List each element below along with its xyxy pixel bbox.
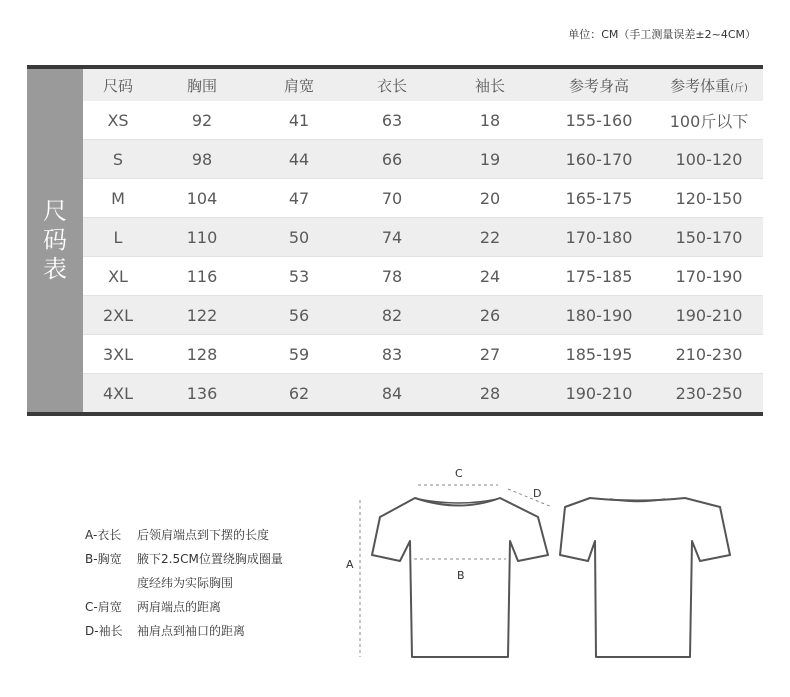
legend-desc: 两肩端点的距离 [137,599,222,614]
table-row [83,140,763,179]
legend-desc: 袖肩点到袖口的距离 [137,623,246,638]
cell-chest: 116 [186,266,218,286]
cell-size: M [111,188,125,208]
table-row [83,374,763,412]
cell-size: L [113,227,123,247]
header-size: 尺码 [102,76,133,95]
header-sleeve: 袖长 [474,76,505,95]
cell-weight: 150-170 [675,227,743,247]
legend-item [85,522,283,546]
size-table-side-label [27,69,83,412]
table-row [83,257,763,296]
cell-size: XS [107,110,129,130]
cell-shoulder: 62 [288,383,310,403]
cell-height: 185-195 [565,344,633,364]
size-table [27,65,763,416]
legend-key: D-袖长 [85,623,123,638]
legend-desc: 腋下2.5CM位置绕胸成圈量 [137,551,283,566]
measurement-legend [85,522,283,642]
cell-weight: 190-210 [675,305,743,325]
back-tshirt-icon [560,498,730,657]
cell-shoulder: 50 [288,227,310,247]
cell-length: 70 [381,188,403,208]
legend-key: B-胸宽 [85,551,122,566]
table-row [83,179,763,218]
label-a: A [346,558,354,571]
cell-length: 74 [381,227,403,247]
cell-chest: 98 [191,149,213,169]
label-c: C [455,467,463,480]
legend-desc: 度经纬为实际胸围 [137,575,234,590]
cell-height: 155-160 [565,110,633,130]
legend-item [85,546,283,570]
legend-item [85,618,283,642]
legend-item [85,594,283,618]
header-weight-unit: (斤) [730,82,748,94]
table-row [83,101,763,140]
cell-chest: 104 [186,188,218,208]
table-header-row [83,69,763,101]
label-b: B [457,569,465,582]
table-row [83,335,763,374]
cell-weight: 120-150 [675,188,743,208]
table-row [83,296,763,335]
header-weight [655,75,763,96]
cell-weight: 210-230 [675,344,743,364]
cell-chest: 136 [186,383,218,403]
cell-weight: 170-190 [675,266,743,286]
cell-size: XL [108,266,128,286]
cell-sleeve: 24 [479,266,501,286]
cell-sleeve: 20 [479,188,501,208]
cell-size: S [112,149,124,169]
header-height: 参考身高 [568,76,629,95]
cell-length: 82 [381,305,403,325]
label-d: D [533,487,542,500]
cell-weight: 100-120 [675,149,743,169]
cell-shoulder: 53 [288,266,310,286]
cell-size: 3XL [102,344,134,364]
cell-size: 2XL [102,305,134,325]
cell-shoulder: 59 [288,344,310,364]
cell-shoulder: 44 [288,149,310,169]
legend-key: A-衣长 [85,527,122,542]
cell-sleeve: 28 [479,383,501,403]
table-row [83,218,763,257]
header-weight-label: 参考体重 [670,76,731,95]
cell-sleeve: 19 [479,149,501,169]
header-length: 衣长 [376,76,407,95]
legend-key: C-肩宽 [85,599,122,614]
cell-chest: 110 [186,227,218,247]
cell-length: 78 [381,266,403,286]
table-body [83,101,763,412]
cell-shoulder: 47 [288,188,310,208]
cell-chest: 122 [186,305,218,325]
cell-shoulder: 41 [288,110,310,130]
cell-size: 4XL [102,383,134,403]
cell-sleeve: 26 [479,305,501,325]
cell-height: 165-175 [565,188,633,208]
cell-height: 160-170 [565,149,633,169]
cell-height: 175-185 [565,266,633,286]
cell-length: 63 [381,110,403,130]
cell-length: 66 [381,149,403,169]
unit-note: 单位：CM（手工测量误差±2~4CM） [568,28,756,41]
size-table-grid [83,69,763,412]
cell-height: 170-180 [565,227,633,247]
cell-chest: 128 [186,344,218,364]
legend-desc: 后领肩端点到下摆的长度 [137,527,270,542]
cell-length: 84 [381,383,403,403]
header-chest: 胸围 [186,76,217,95]
cell-height: 190-210 [565,383,633,403]
cell-weight: 100斤以下 [669,111,749,131]
tshirt-measurement-diagram [330,455,750,687]
cell-length: 83 [381,344,403,364]
side-label-text: 尺码表 [43,197,67,283]
legend-item-continued [85,570,283,594]
cell-height: 180-190 [565,305,633,325]
cell-chest: 92 [191,110,213,130]
header-shoulder: 肩宽 [283,76,314,95]
cell-sleeve: 22 [479,227,501,247]
cell-sleeve: 18 [479,110,501,130]
cell-sleeve: 27 [479,344,501,364]
cell-shoulder: 56 [288,305,310,325]
cell-weight: 230-250 [675,383,743,403]
